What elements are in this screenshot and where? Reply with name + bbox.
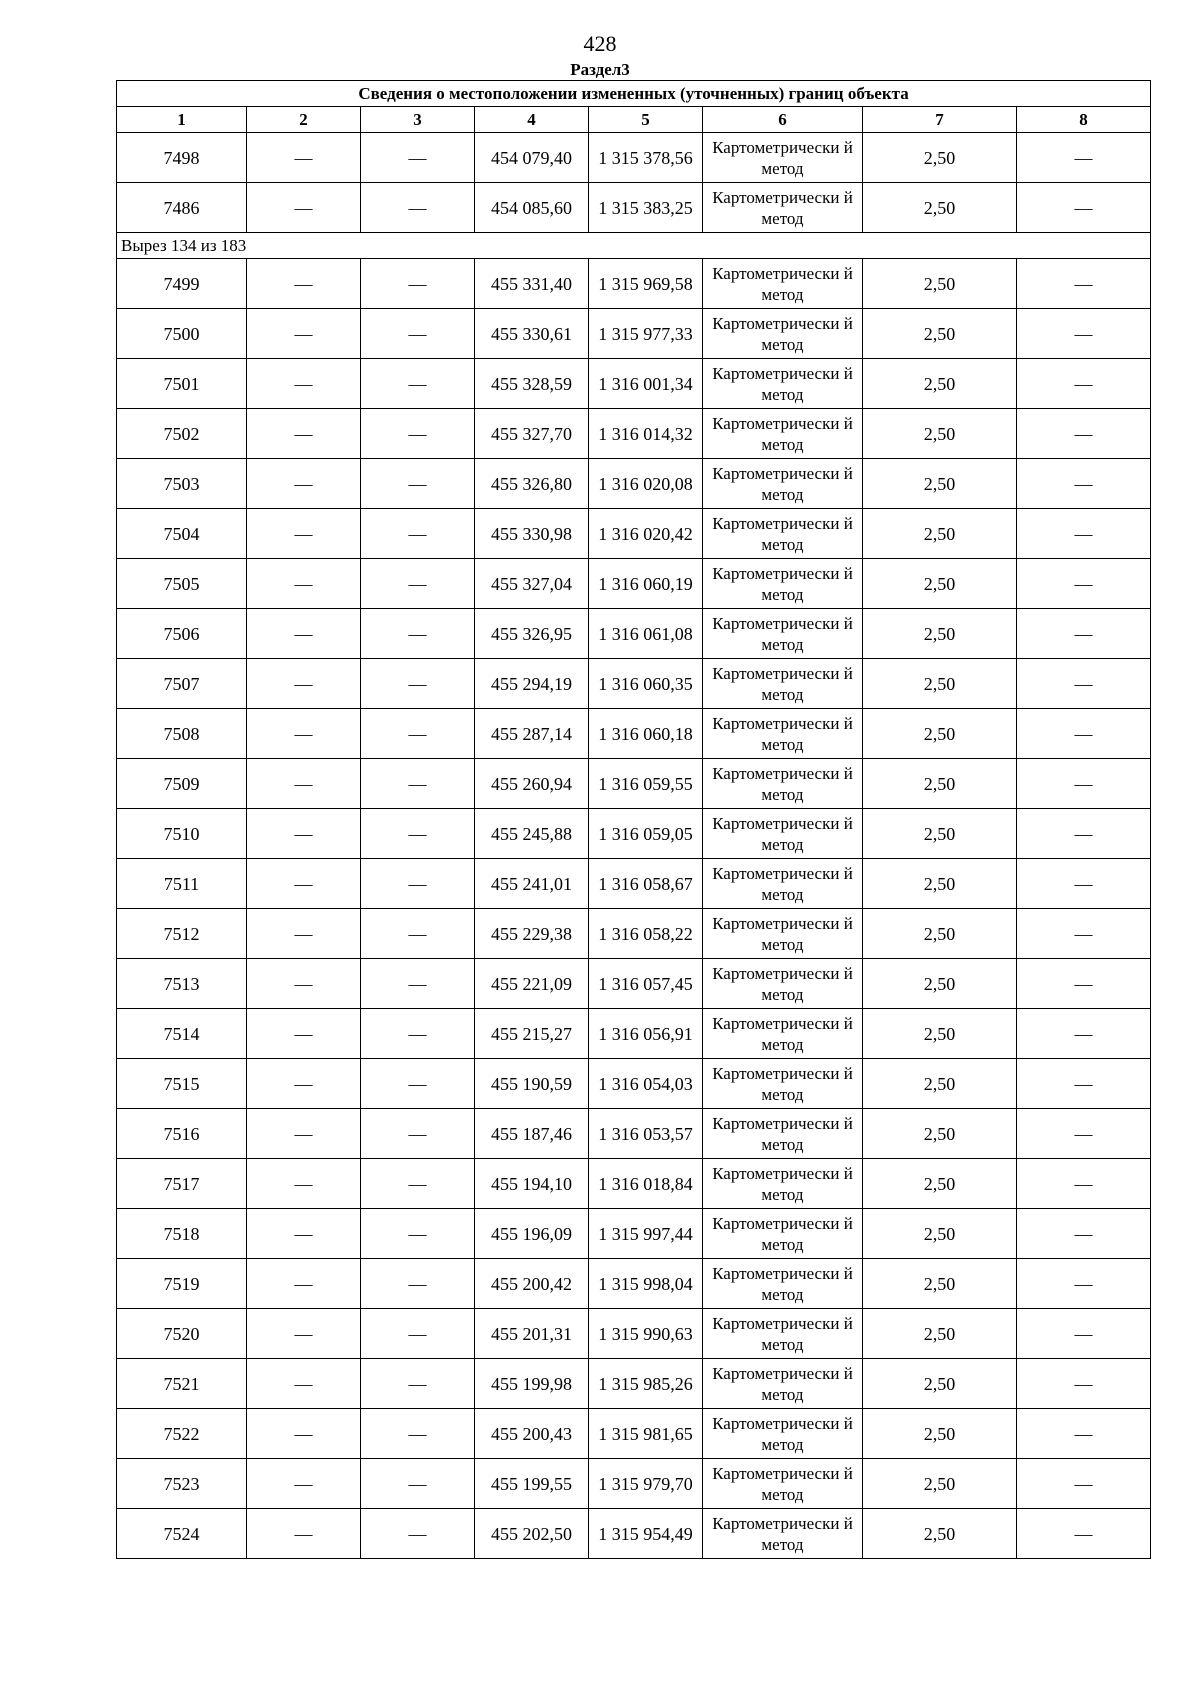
x-coordinate-cell: 455 294,19: [475, 659, 589, 709]
col2-cell: —: [247, 1309, 361, 1359]
col2-cell: —: [247, 859, 361, 909]
y-coordinate-cell: 1 316 020,08: [589, 459, 703, 509]
col3-cell: —: [361, 1209, 475, 1259]
y-coordinate-cell: 1 315 378,56: [589, 133, 703, 183]
col3-cell: —: [361, 509, 475, 559]
table-row: [117, 1209, 1151, 1259]
col2-cell: —: [247, 759, 361, 809]
col3-cell: —: [361, 1259, 475, 1309]
x-coordinate-cell: 455 287,14: [475, 709, 589, 759]
x-coordinate-cell: 455 196,09: [475, 1209, 589, 1259]
col2-cell: —: [247, 559, 361, 609]
precision-cell: 2,50: [863, 1009, 1017, 1059]
col3-cell: —: [361, 1059, 475, 1109]
method-cell: Картометрически й метод: [703, 183, 863, 233]
col3-cell: —: [361, 859, 475, 909]
col3-cell: —: [361, 359, 475, 409]
column-header: 3: [361, 107, 475, 133]
y-coordinate-cell: 1 316 059,05: [589, 809, 703, 859]
y-coordinate-cell: 1 316 061,08: [589, 609, 703, 659]
col8-cell: —: [1017, 1509, 1151, 1559]
col3-cell: —: [361, 559, 475, 609]
method-cell: Картометрически й метод: [703, 1159, 863, 1209]
method-cell: Картометрически й метод: [703, 1059, 863, 1109]
method-cell: Картометрически й метод: [703, 1209, 863, 1259]
col8-cell: —: [1017, 309, 1151, 359]
point-number-cell: 7522: [117, 1409, 247, 1459]
col2-cell: —: [247, 133, 361, 183]
method-cell: Картометрически й метод: [703, 509, 863, 559]
col8-cell: —: [1017, 559, 1151, 609]
table-row: [117, 809, 1151, 859]
precision-cell: 2,50: [863, 1159, 1017, 1209]
col8-cell: —: [1017, 409, 1151, 459]
col2-cell: —: [247, 1259, 361, 1309]
y-coordinate-cell: 1 316 060,35: [589, 659, 703, 709]
point-number-cell: 7500: [117, 309, 247, 359]
y-coordinate-cell: 1 315 954,49: [589, 1509, 703, 1559]
col3-cell: —: [361, 259, 475, 309]
table-row: [117, 509, 1151, 559]
table-row: [117, 1109, 1151, 1159]
method-cell: Картометрически й метод: [703, 1009, 863, 1059]
x-coordinate-cell: 455 229,38: [475, 909, 589, 959]
x-coordinate-cell: 455 326,80: [475, 459, 589, 509]
table-row: [117, 1059, 1151, 1109]
y-coordinate-cell: 1 316 053,57: [589, 1109, 703, 1159]
x-coordinate-cell: 455 202,50: [475, 1509, 589, 1559]
x-coordinate-cell: 455 199,55: [475, 1459, 589, 1509]
point-number-cell: 7503: [117, 459, 247, 509]
method-cell: Картометрически й метод: [703, 659, 863, 709]
y-coordinate-cell: 1 316 057,45: [589, 959, 703, 1009]
col3-cell: —: [361, 959, 475, 1009]
precision-cell: 2,50: [863, 259, 1017, 309]
y-coordinate-cell: 1 316 020,42: [589, 509, 703, 559]
method-cell: Картометрически й метод: [703, 459, 863, 509]
method-cell: Картометрически й метод: [703, 759, 863, 809]
table-row: [117, 1459, 1151, 1509]
col8-cell: —: [1017, 133, 1151, 183]
method-cell: Картометрически й метод: [703, 1509, 863, 1559]
y-coordinate-cell: 1 316 014,32: [589, 409, 703, 459]
y-coordinate-cell: 1 316 054,03: [589, 1059, 703, 1109]
table-row: [117, 909, 1151, 959]
point-number-cell: 7520: [117, 1309, 247, 1359]
y-coordinate-cell: 1 316 060,18: [589, 709, 703, 759]
col2-cell: —: [247, 309, 361, 359]
point-number-cell: 7521: [117, 1359, 247, 1409]
col2-cell: —: [247, 1209, 361, 1259]
col2-cell: —: [247, 1159, 361, 1209]
precision-cell: 2,50: [863, 1259, 1017, 1309]
col3-cell: —: [361, 659, 475, 709]
y-coordinate-cell: 1 316 018,84: [589, 1159, 703, 1209]
col8-cell: —: [1017, 1309, 1151, 1359]
y-coordinate-cell: 1 315 383,25: [589, 183, 703, 233]
col8-cell: —: [1017, 709, 1151, 759]
precision-cell: 2,50: [863, 859, 1017, 909]
col3-cell: —: [361, 1109, 475, 1159]
col3-cell: —: [361, 1509, 475, 1559]
x-coordinate-cell: 455 245,88: [475, 809, 589, 859]
col2-cell: —: [247, 183, 361, 233]
x-coordinate-cell: 454 079,40: [475, 133, 589, 183]
table-row: [117, 1009, 1151, 1059]
col3-cell: —: [361, 709, 475, 759]
precision-cell: 2,50: [863, 809, 1017, 859]
method-cell: Картометрически й метод: [703, 959, 863, 1009]
column-header: 4: [475, 107, 589, 133]
table-row: [117, 1309, 1151, 1359]
x-coordinate-cell: 455 260,94: [475, 759, 589, 809]
point-number-cell: 7510: [117, 809, 247, 859]
col2-cell: —: [247, 509, 361, 559]
col3-cell: —: [361, 133, 475, 183]
precision-cell: 2,50: [863, 1209, 1017, 1259]
col3-cell: —: [361, 1009, 475, 1059]
precision-cell: 2,50: [863, 559, 1017, 609]
table-row: [117, 1509, 1151, 1559]
col3-cell: —: [361, 759, 475, 809]
y-coordinate-cell: 1 316 060,19: [589, 559, 703, 609]
col8-cell: —: [1017, 1209, 1151, 1259]
col2-cell: —: [247, 459, 361, 509]
col2-cell: —: [247, 959, 361, 1009]
y-coordinate-cell: 1 315 997,44: [589, 1209, 703, 1259]
table-row: [117, 709, 1151, 759]
precision-cell: 2,50: [863, 1509, 1017, 1559]
x-coordinate-cell: 455 221,09: [475, 959, 589, 1009]
col8-cell: —: [1017, 959, 1151, 1009]
col8-cell: —: [1017, 1009, 1151, 1059]
col3-cell: —: [361, 609, 475, 659]
y-coordinate-cell: 1 316 001,34: [589, 359, 703, 409]
col2-cell: —: [247, 359, 361, 409]
point-number-cell: 7513: [117, 959, 247, 1009]
column-header: 5: [589, 107, 703, 133]
y-coordinate-cell: 1 315 990,63: [589, 1309, 703, 1359]
point-number-cell: 7524: [117, 1509, 247, 1559]
x-coordinate-cell: 455 201,31: [475, 1309, 589, 1359]
table-row: [117, 1159, 1151, 1209]
precision-cell: 2,50: [863, 1359, 1017, 1409]
precision-cell: 2,50: [863, 709, 1017, 759]
table-row: [117, 133, 1151, 183]
x-coordinate-cell: 455 200,42: [475, 1259, 589, 1309]
method-cell: Картометрически й метод: [703, 359, 863, 409]
point-number-cell: 7506: [117, 609, 247, 659]
col3-cell: —: [361, 309, 475, 359]
precision-cell: 2,50: [863, 909, 1017, 959]
column-header: 6: [703, 107, 863, 133]
x-coordinate-cell: 455 241,01: [475, 859, 589, 909]
precision-cell: 2,50: [863, 309, 1017, 359]
col3-cell: —: [361, 183, 475, 233]
column-header: 2: [247, 107, 361, 133]
method-cell: Картометрически й метод: [703, 809, 863, 859]
x-coordinate-cell: 455 327,70: [475, 409, 589, 459]
point-number-cell: 7498: [117, 133, 247, 183]
col8-cell: —: [1017, 609, 1151, 659]
col2-cell: —: [247, 709, 361, 759]
boundary-table: [116, 80, 1151, 1559]
point-number-cell: 7515: [117, 1059, 247, 1109]
col2-cell: —: [247, 1409, 361, 1459]
precision-cell: 2,50: [863, 659, 1017, 709]
point-number-cell: 7508: [117, 709, 247, 759]
col3-cell: —: [361, 1159, 475, 1209]
y-coordinate-cell: 1 315 998,04: [589, 1259, 703, 1309]
col8-cell: —: [1017, 659, 1151, 709]
table-row: [117, 609, 1151, 659]
precision-cell: 2,50: [863, 959, 1017, 1009]
precision-cell: 2,50: [863, 509, 1017, 559]
x-coordinate-cell: 455 326,95: [475, 609, 589, 659]
x-coordinate-cell: 455 327,04: [475, 559, 589, 609]
x-coordinate-cell: 455 199,98: [475, 1359, 589, 1409]
point-number-cell: 7512: [117, 909, 247, 959]
col3-cell: —: [361, 1409, 475, 1459]
precision-cell: 2,50: [863, 133, 1017, 183]
point-number-cell: 7516: [117, 1109, 247, 1159]
table-row: [117, 1409, 1151, 1459]
method-cell: Картометрически й метод: [703, 559, 863, 609]
precision-cell: 2,50: [863, 183, 1017, 233]
point-number-cell: 7519: [117, 1259, 247, 1309]
col8-cell: —: [1017, 859, 1151, 909]
col2-cell: —: [247, 1459, 361, 1509]
method-cell: Картометрически й метод: [703, 1409, 863, 1459]
col8-cell: —: [1017, 909, 1151, 959]
col8-cell: —: [1017, 1159, 1151, 1209]
col2-cell: —: [247, 609, 361, 659]
point-number-cell: 7501: [117, 359, 247, 409]
y-coordinate-cell: 1 315 981,65: [589, 1409, 703, 1459]
y-coordinate-cell: 1 316 058,67: [589, 859, 703, 909]
point-number-cell: 7517: [117, 1159, 247, 1209]
col2-cell: —: [247, 409, 361, 459]
x-coordinate-cell: 455 331,40: [475, 259, 589, 309]
point-number-cell: 7486: [117, 183, 247, 233]
x-coordinate-cell: 455 328,59: [475, 359, 589, 409]
cut-label: Вырез 134 из 183: [117, 233, 1151, 259]
col2-cell: —: [247, 809, 361, 859]
col8-cell: —: [1017, 183, 1151, 233]
table-row: [117, 1259, 1151, 1309]
table-row: [117, 409, 1151, 459]
precision-cell: 2,50: [863, 359, 1017, 409]
col3-cell: —: [361, 809, 475, 859]
col8-cell: —: [1017, 1059, 1151, 1109]
column-header: 8: [1017, 107, 1151, 133]
method-cell: Картометрически й метод: [703, 259, 863, 309]
method-cell: Картометрически й метод: [703, 909, 863, 959]
table-row: [117, 659, 1151, 709]
section-title: Раздел3: [570, 60, 630, 79]
col2-cell: —: [247, 1359, 361, 1409]
table-row: [117, 259, 1151, 309]
point-number-cell: 7505: [117, 559, 247, 609]
table-row: [117, 459, 1151, 509]
col8-cell: —: [1017, 1409, 1151, 1459]
method-cell: Картометрически й метод: [703, 609, 863, 659]
col2-cell: —: [247, 909, 361, 959]
col3-cell: —: [361, 409, 475, 459]
x-coordinate-cell: 455 330,98: [475, 509, 589, 559]
x-coordinate-cell: 455 215,27: [475, 1009, 589, 1059]
y-coordinate-cell: 1 315 985,26: [589, 1359, 703, 1409]
method-cell: Картометрически й метод: [703, 859, 863, 909]
y-coordinate-cell: 1 315 979,70: [589, 1459, 703, 1509]
col8-cell: —: [1017, 1459, 1151, 1509]
precision-cell: 2,50: [863, 759, 1017, 809]
method-cell: Картометрически й метод: [703, 409, 863, 459]
col3-cell: —: [361, 909, 475, 959]
table-row: [117, 759, 1151, 809]
x-coordinate-cell: 454 085,60: [475, 183, 589, 233]
col3-cell: —: [361, 1309, 475, 1359]
method-cell: Картометрически й метод: [703, 1359, 863, 1409]
x-coordinate-cell: 455 330,61: [475, 309, 589, 359]
method-cell: Картометрически й метод: [703, 1109, 863, 1159]
col3-cell: —: [361, 459, 475, 509]
y-coordinate-cell: 1 315 977,33: [589, 309, 703, 359]
table-row: [117, 183, 1151, 233]
col8-cell: —: [1017, 1359, 1151, 1409]
table-row: [117, 959, 1151, 1009]
column-header: 7: [863, 107, 1017, 133]
col8-cell: —: [1017, 759, 1151, 809]
point-number-cell: 7509: [117, 759, 247, 809]
col8-cell: —: [1017, 509, 1151, 559]
point-number-cell: 7507: [117, 659, 247, 709]
col8-cell: —: [1017, 359, 1151, 409]
col8-cell: —: [1017, 1259, 1151, 1309]
x-coordinate-cell: 455 187,46: [475, 1109, 589, 1159]
precision-cell: 2,50: [863, 1409, 1017, 1459]
page-number: 428: [583, 31, 617, 56]
col2-cell: —: [247, 1009, 361, 1059]
method-cell: Картометрически й метод: [703, 309, 863, 359]
col8-cell: —: [1017, 809, 1151, 859]
precision-cell: 2,50: [863, 1109, 1017, 1159]
precision-cell: 2,50: [863, 609, 1017, 659]
table-row: [117, 359, 1151, 409]
col3-cell: —: [361, 1459, 475, 1509]
x-coordinate-cell: 455 200,43: [475, 1409, 589, 1459]
point-number-cell: 7523: [117, 1459, 247, 1509]
precision-cell: 2,50: [863, 1059, 1017, 1109]
col8-cell: —: [1017, 459, 1151, 509]
col8-cell: —: [1017, 259, 1151, 309]
table-row: [117, 859, 1151, 909]
table-caption: Сведения о местоположении измененных (уточненных) границ объекта: [117, 81, 1151, 107]
table-body: [117, 133, 1151, 1559]
method-cell: Картометрически й метод: [703, 1259, 863, 1309]
method-cell: Картометрически й метод: [703, 1459, 863, 1509]
y-coordinate-cell: 1 315 969,58: [589, 259, 703, 309]
point-number-cell: 7514: [117, 1009, 247, 1059]
table-row: [117, 1359, 1151, 1409]
method-cell: Картометрически й метод: [703, 1309, 863, 1359]
col2-cell: —: [247, 1509, 361, 1559]
table-row: [117, 559, 1151, 609]
col2-cell: —: [247, 659, 361, 709]
y-coordinate-cell: 1 316 056,91: [589, 1009, 703, 1059]
x-coordinate-cell: 455 194,10: [475, 1159, 589, 1209]
point-number-cell: 7499: [117, 259, 247, 309]
col2-cell: —: [247, 1109, 361, 1159]
point-number-cell: 7518: [117, 1209, 247, 1259]
point-number-cell: 7511: [117, 859, 247, 909]
point-number-cell: 7502: [117, 409, 247, 459]
precision-cell: 2,50: [863, 1459, 1017, 1509]
table-row: [117, 309, 1151, 359]
precision-cell: 2,50: [863, 1309, 1017, 1359]
column-header: 1: [117, 107, 247, 133]
method-cell: Картометрически й метод: [703, 133, 863, 183]
col2-cell: —: [247, 1059, 361, 1109]
method-cell: Картометрически й метод: [703, 709, 863, 759]
col8-cell: —: [1017, 1109, 1151, 1159]
cut-row: [117, 233, 1151, 259]
y-coordinate-cell: 1 316 058,22: [589, 909, 703, 959]
precision-cell: 2,50: [863, 409, 1017, 459]
col2-cell: —: [247, 259, 361, 309]
table-header-row: [117, 107, 1151, 133]
precision-cell: 2,50: [863, 459, 1017, 509]
x-coordinate-cell: 455 190,59: [475, 1059, 589, 1109]
y-coordinate-cell: 1 316 059,55: [589, 759, 703, 809]
col3-cell: —: [361, 1359, 475, 1409]
point-number-cell: 7504: [117, 509, 247, 559]
